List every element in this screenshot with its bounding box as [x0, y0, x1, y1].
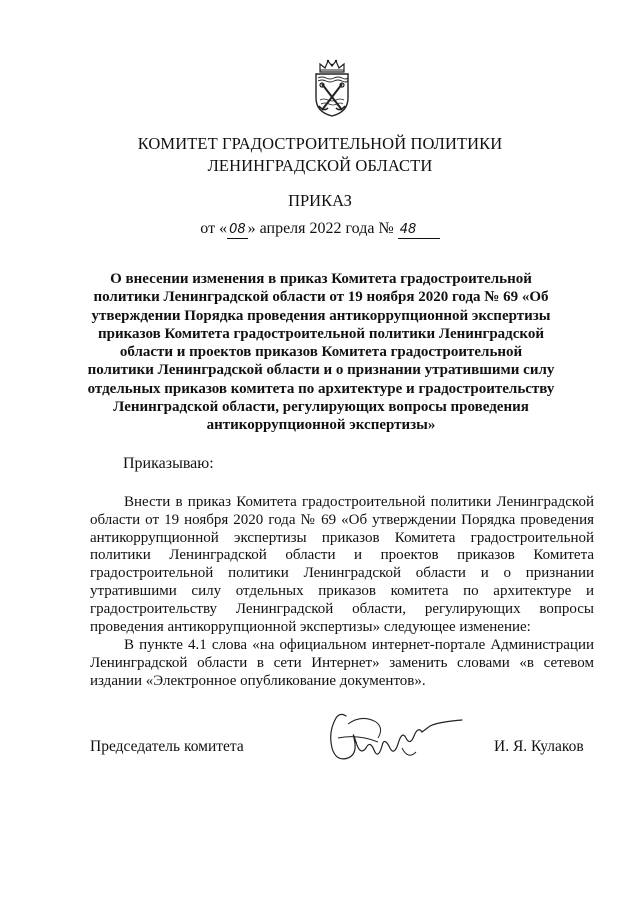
leningrad-oblast-coat-of-arms-icon: [312, 58, 352, 118]
order-number: 48: [398, 222, 440, 239]
document-title: О внесении изменения в приказ Комитета градостроительной политики Ленинградской области от 19 ноября 2020 года № 69 «Об утверждении Порядка проведения антикоррупционной экспертизы приказов Комитета градостроительной политики Ленинградской области и проектов приказов Комитета градостроительной политики Ленинградской области и о признании утратившими силу отдельных приказов комитета по архитектуре и градостроительству Ленинградской области, регулирующих вопросы проведения антикоррупционной экспертизы»: [87, 271, 555, 434]
body-paragraph-1: Внести в приказ Комитета градостроительной политики Ленинградской области от 19 ноября 2020 года № 69 «Об утверждении Порядка проведения антикоррупционной экспертизы приказов Комитета градостроительной политики Ленинградской области и проектов приказов Комитета градостроительной политики Ленинградской области и о признании утратившими силу отдельных приказов комитета по архитектуре и градостроительству Ленинградской области, регулирующих вопросы проведения антикоррупционной экспертизы» следующее изменение:: [90, 494, 594, 635]
document-type: ПРИКАЗ: [288, 191, 352, 210]
signatory-position: Председатель комитета: [90, 738, 244, 755]
order-word: Приказываю:: [123, 455, 214, 472]
org-name-line-1: КОМИТЕТ ГРАДОСТРОИТЕЛЬНОЙ ПОЛИТИКИ: [137, 134, 503, 153]
date-prefix: от «: [200, 220, 228, 237]
body-paragraph-2: В пункте 4.1 слова «на официальном интернет-портале Администрации Ленинградской области в сети Интернет» заменить словами «в сетевом издании «Электронное опубликование документов».: [90, 637, 594, 689]
handwritten-signature-icon: [318, 708, 468, 770]
org-name-line-2: ЛЕНИНГРАДСКОЙ ОБЛАСТИ: [207, 156, 433, 175]
signatory-name: И. Я. Кулаков: [494, 738, 584, 755]
date-number-line: [0, 220, 640, 239]
date-middle: » апреля 2022 года №: [247, 220, 394, 237]
date-day: 08: [229, 222, 246, 237]
